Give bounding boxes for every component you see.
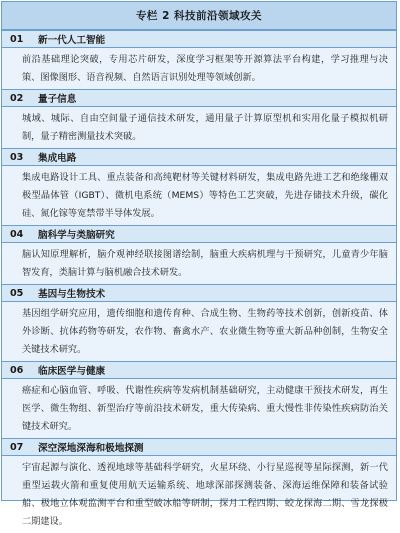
section-text: 脑认知原理解析，脑介观神经联接图谱绘制，脑重大疾病机理与干预研究，儿童青少年脑智发育，类脑计算与脑机融合技术研发。 bbox=[22, 249, 388, 278]
section-text: 前沿基础理论突破，专用芯片研发，深度学习框架等开源算法平台构建，学习推理与决策、图像图形、语音视频、自然语言识别处理等领域创新。 bbox=[22, 54, 388, 83]
section-text: 癌症和心脑血管、呼吸、代谢性疾病等发病机制基础研究，主动健康干预技术研发，再生医学、微生物组、新型治疗等前沿技术研发，重大传染病、重大慢性非传染性疾病防治关键技术研究。 bbox=[22, 385, 388, 432]
section-title: 量子信息 bbox=[38, 94, 77, 105]
section-text: 集成电路设计工具、重点装备和高纯靶材等关键材料研发，集成电路先进工艺和绝缘栅双极型晶体管（IGBT）、微机电系统（MEMS）等特色工艺突破，先进存储技术升级，碳化硅、氮化镓等宽禁带半导体发展。 bbox=[22, 172, 388, 219]
section-04 bbox=[2, 225, 396, 284]
section-title: 基因与生物技术 bbox=[38, 289, 106, 300]
section-07 bbox=[2, 438, 396, 533]
section-06 bbox=[2, 361, 396, 438]
section-01 bbox=[2, 30, 396, 89]
feature-box bbox=[1, 1, 397, 527]
section-heading bbox=[2, 148, 396, 166]
box-title: 专栏 2 科技前沿领域攻关 bbox=[2, 2, 396, 30]
section-number: 02 bbox=[10, 92, 24, 104]
section-title: 脑科学与类脑研究 bbox=[38, 230, 115, 241]
section-02 bbox=[2, 89, 396, 148]
section-03 bbox=[2, 148, 396, 225]
section-text: 基因组学研究应用，遗传细胞和遗传育种、合成生物、生物药等技术创新，创新疫苗、体外诊断、抗体药物等研发，农作物、畜禽水产、农业微生物等重大新品种创制，生物安全关键技术研究。 bbox=[22, 308, 388, 355]
section-number: 04 bbox=[10, 228, 24, 240]
section-05 bbox=[2, 284, 396, 361]
section-number: 05 bbox=[10, 287, 24, 299]
section-title: 新一代人工智能 bbox=[38, 35, 106, 46]
section-title: 深空深地深海和极地探测 bbox=[38, 443, 144, 454]
section-number: 01 bbox=[10, 33, 24, 45]
section-heading bbox=[2, 361, 396, 379]
section-number: 03 bbox=[10, 151, 24, 163]
section-text: 宇宙起源与演化、透视地球等基础科学研究，火星环绕、小行星巡视等星际探测，新一代重型运载火箭和重复使用航天运输系统、地球深部探测装备、深海运维保障和装备试验船、极地立体观监测平台和重型破冰船等研制，探月工程四期、蛟龙探海二期、雪龙探极二期建设。 bbox=[22, 462, 388, 527]
section-heading bbox=[2, 30, 396, 48]
section-number: 07 bbox=[10, 441, 24, 453]
section-title: 集成电路 bbox=[38, 153, 77, 164]
section-heading bbox=[2, 284, 396, 302]
section-heading bbox=[2, 225, 396, 243]
section-heading bbox=[2, 89, 396, 107]
section-number: 06 bbox=[10, 364, 24, 376]
section-title: 临床医学与健康 bbox=[38, 366, 106, 377]
section-heading bbox=[2, 438, 396, 456]
section-text: 城域、城际、自由空间量子通信技术研发，通用量子计算原型机和实用化量子模拟机研制，量子精密测量技术突破。 bbox=[22, 113, 388, 142]
